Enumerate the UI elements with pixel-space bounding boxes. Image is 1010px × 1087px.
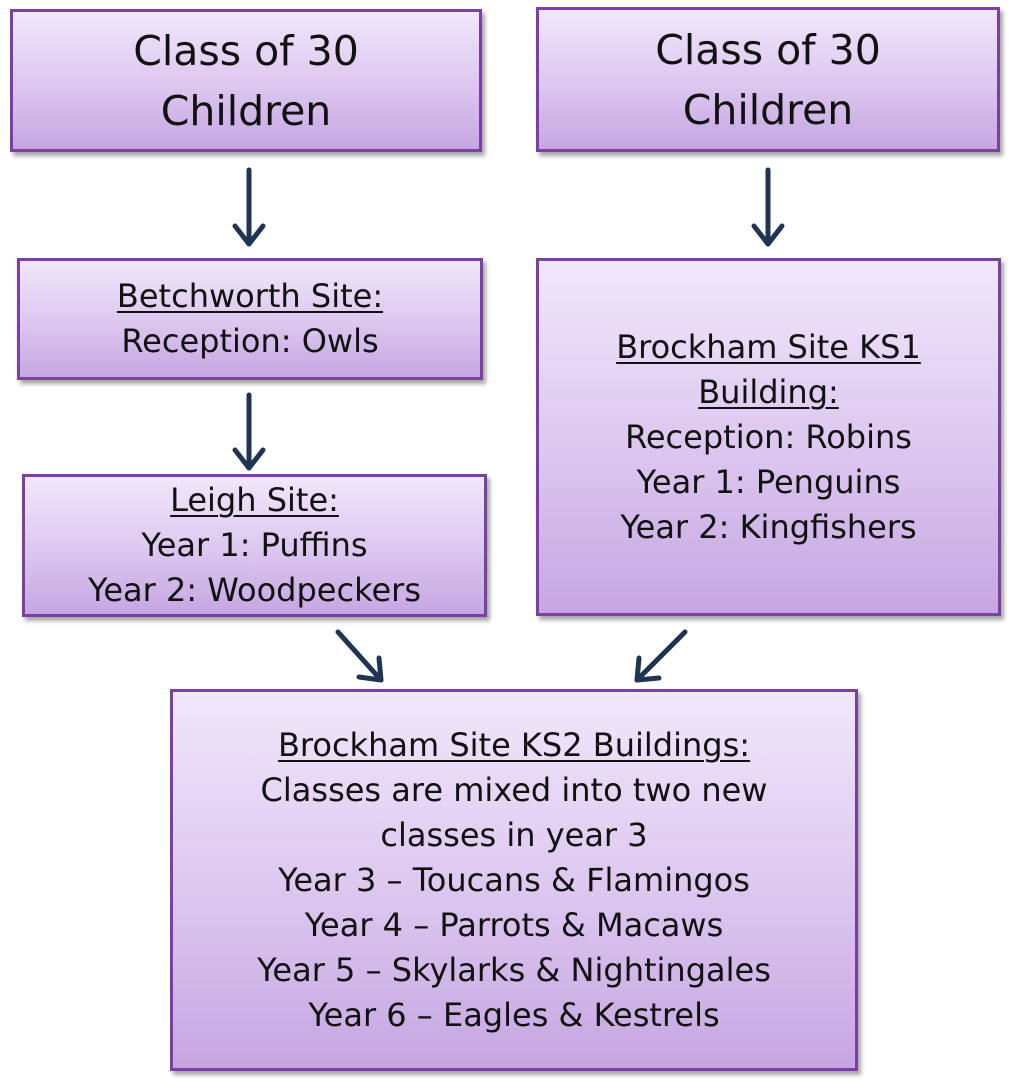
class-box-right-line1: Class of 30: [655, 25, 881, 74]
brockham-ks1-line3: Year 2: Kingfishers: [620, 507, 917, 546]
betchworth-site-heading: Betchworth Site:: [116, 277, 384, 315]
class-box-left-line2: Children: [160, 86, 332, 135]
brockham-ks2-heading: Brockham Site KS2 Buildings:: [277, 725, 751, 764]
brockham-ks1-heading-line1: Brockham Site KS1: [616, 327, 921, 366]
brockham-ks2-line6: Year 6 – Eagles & Kestrels: [308, 995, 720, 1034]
arrow-brockham-ks1-to-brockham-ks2: [637, 632, 685, 680]
class-box-left: [10, 9, 482, 152]
brockham-ks2-box: [170, 689, 858, 1071]
arrow-class-left-to-betchworth: [235, 170, 263, 244]
arrow-leigh-to-brockham-ks2: [338, 632, 381, 680]
arrow-class-right-to-brockham-ks1: [754, 170, 782, 244]
leigh-site-line1: Year 1: Puffins: [141, 526, 368, 564]
brockham-ks2-line1: Classes are mixed into two new: [260, 770, 768, 809]
leigh-site-line2: Year 2: Woodpeckers: [88, 571, 421, 609]
brockham-ks2-line5: Year 5 – Skylarks & Nightingales: [257, 950, 771, 989]
brockham-ks2-line3: Year 3 – Toucans & Flamingos: [278, 860, 750, 899]
arrow-betchworth-to-leigh: [235, 395, 263, 468]
brockham-ks2-line4: Year 4 – Parrots & Macaws: [304, 905, 724, 944]
brockham-ks1-box: [536, 258, 1001, 616]
brockham-ks2-line2: classes in year 3: [380, 815, 648, 854]
brockham-ks1-line1: Reception: Robins: [625, 417, 912, 456]
class-box-left-line1: Class of 30: [133, 26, 359, 75]
brockham-ks1-line2: Year 1: Penguins: [636, 462, 901, 501]
brockham-ks1-heading-line2: Building:: [698, 372, 839, 411]
leigh-site-box: [22, 474, 487, 617]
betchworth-site-line1: Reception: Owls: [121, 322, 379, 360]
betchworth-site-box: [17, 258, 483, 380]
class-box-right: [536, 7, 1000, 152]
class-box-right-line2: Children: [682, 85, 854, 134]
leigh-site-heading: Leigh Site:: [170, 481, 339, 519]
